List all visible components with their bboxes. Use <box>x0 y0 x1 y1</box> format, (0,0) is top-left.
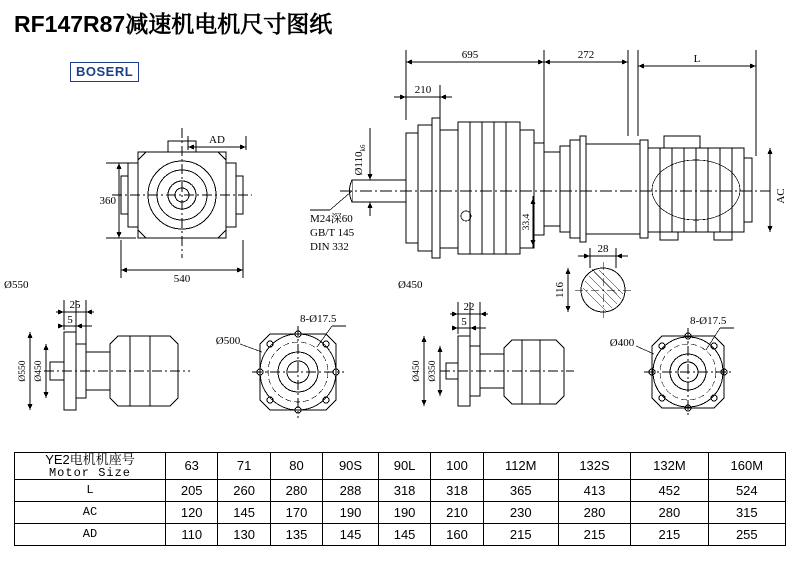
table-cell: 315 <box>708 502 785 524</box>
leader-dia400 <box>636 346 654 354</box>
table-cell: 255 <box>708 524 785 546</box>
table-header-label-cn: YE2电机机座号 <box>45 452 135 467</box>
dim-33-4-label: 33.4 <box>522 213 532 231</box>
dim-540-label: 540 <box>173 273 191 285</box>
row-label: AC <box>15 502 166 524</box>
view-motor-end <box>112 128 252 258</box>
table-cell: 210 <box>431 502 483 524</box>
thread-note-2: GB/T 145 <box>310 227 355 239</box>
dim-116-label: 116 <box>554 281 566 299</box>
table-cell: 215 <box>558 524 630 546</box>
table-cell: 135 <box>270 524 322 546</box>
dim-dia350-label: Ø350 <box>428 360 438 382</box>
table-header-size: 160M <box>708 453 785 480</box>
table-cell: 170 <box>270 502 322 524</box>
dim-25-label: 25 <box>69 299 81 311</box>
dim-L-label: L <box>693 53 701 65</box>
dim-272 <box>544 50 628 150</box>
dim-dia450r-vert <box>422 336 427 406</box>
table-header-size: 132S <box>558 453 630 480</box>
table-cell: 280 <box>270 480 322 502</box>
label-holes-400: 8-Ø17.5 <box>690 315 727 327</box>
dim-dia450r-label: Ø450 <box>412 360 422 382</box>
table-header-size: 112M <box>483 453 558 480</box>
table-cell: 280 <box>631 502 708 524</box>
dim-695-label: 695 <box>461 49 479 61</box>
dim-116 <box>566 268 571 312</box>
table-cell: 365 <box>483 480 558 502</box>
table-cell: 120 <box>166 502 218 524</box>
table-header-row <box>15 453 786 480</box>
view-main-assembly <box>340 118 770 258</box>
table-cell: 452 <box>631 480 708 502</box>
dim-360-label: 360 <box>99 195 116 207</box>
dim-210-label: 210 <box>414 84 432 96</box>
table-cell: 190 <box>378 502 430 524</box>
table-cell: 190 <box>323 502 379 524</box>
table-cell: 230 <box>483 502 558 524</box>
view-flange-450-side <box>440 336 574 406</box>
table-header-size: 63 <box>166 453 218 480</box>
view-flange-500-face <box>252 326 344 418</box>
dim-ac-label: AC <box>775 188 787 204</box>
label-dia-450: Ø450 <box>398 279 423 291</box>
table-cell: 318 <box>431 480 483 502</box>
table-header-size: 90L <box>378 453 430 480</box>
table-header-size: 90S <box>323 453 379 480</box>
leader-dia500 <box>240 344 262 352</box>
dim-ac <box>768 148 773 232</box>
table-cell: 145 <box>323 524 379 546</box>
table-cell: 110 <box>166 524 218 546</box>
dim-5r-label: 5 <box>461 316 467 328</box>
view-flange-550-side <box>44 332 190 410</box>
page-title: RF147R87减速机电机尺寸图纸 <box>14 11 333 37</box>
label-holes-500: 8-Ø17.5 <box>300 313 337 325</box>
table-cell: 215 <box>483 524 558 546</box>
brand-logo: BOSERL <box>70 62 139 82</box>
dim-22-label: 22 <box>463 301 475 313</box>
table-row <box>15 480 786 502</box>
table-cell: 318 <box>378 480 430 502</box>
table-cell: 145 <box>218 502 270 524</box>
table-cell: 145 <box>378 524 430 546</box>
table-cell: 413 <box>558 480 630 502</box>
detail-key-section <box>575 262 631 318</box>
table-header-label <box>15 453 166 480</box>
row-label: L <box>15 480 166 502</box>
label-dia-550: Ø550 <box>4 279 29 291</box>
table-cell: 524 <box>708 480 785 502</box>
dim-shaft-dia-label: $Ø110_{k6}$ <box>353 144 367 176</box>
table-cell: 260 <box>218 480 270 502</box>
leader-shaft-dia <box>368 128 373 216</box>
motor-size-table <box>14 452 786 546</box>
row-label: AD <box>15 524 166 546</box>
thread-note-3: DIN 332 <box>310 241 349 253</box>
table-cell: 288 <box>323 480 379 502</box>
table-row <box>15 524 786 546</box>
dim-ad-label: AD <box>209 134 225 146</box>
leader-thread-note <box>310 191 352 210</box>
table-row <box>15 502 786 524</box>
dim-dia550-label: Ø550 <box>18 360 28 382</box>
dim-272-label: 272 <box>577 49 595 61</box>
table-cell: 160 <box>431 524 483 546</box>
dim-28-label: 28 <box>597 243 609 255</box>
dim-5-label: 5 <box>67 314 73 326</box>
label-dia-400: Ø400 <box>609 337 635 349</box>
table-cell: 205 <box>166 480 218 502</box>
table-cell: 280 <box>558 502 630 524</box>
table-header-size: 100 <box>431 453 483 480</box>
table-header-size: 71 <box>218 453 270 480</box>
table-header-label-en: Motor Size <box>48 465 131 480</box>
table-header-size: 80 <box>270 453 322 480</box>
table-cell: 215 <box>631 524 708 546</box>
dim-dia450-label: Ø450 <box>34 360 44 382</box>
view-flange-400-face <box>644 328 732 416</box>
thread-note-1: M24深60 <box>310 213 353 225</box>
table-cell: 130 <box>218 524 270 546</box>
label-dia-500: Ø500 <box>215 335 241 347</box>
dim-dia550-vert <box>28 332 33 410</box>
table-header-size: 132M <box>631 453 708 480</box>
